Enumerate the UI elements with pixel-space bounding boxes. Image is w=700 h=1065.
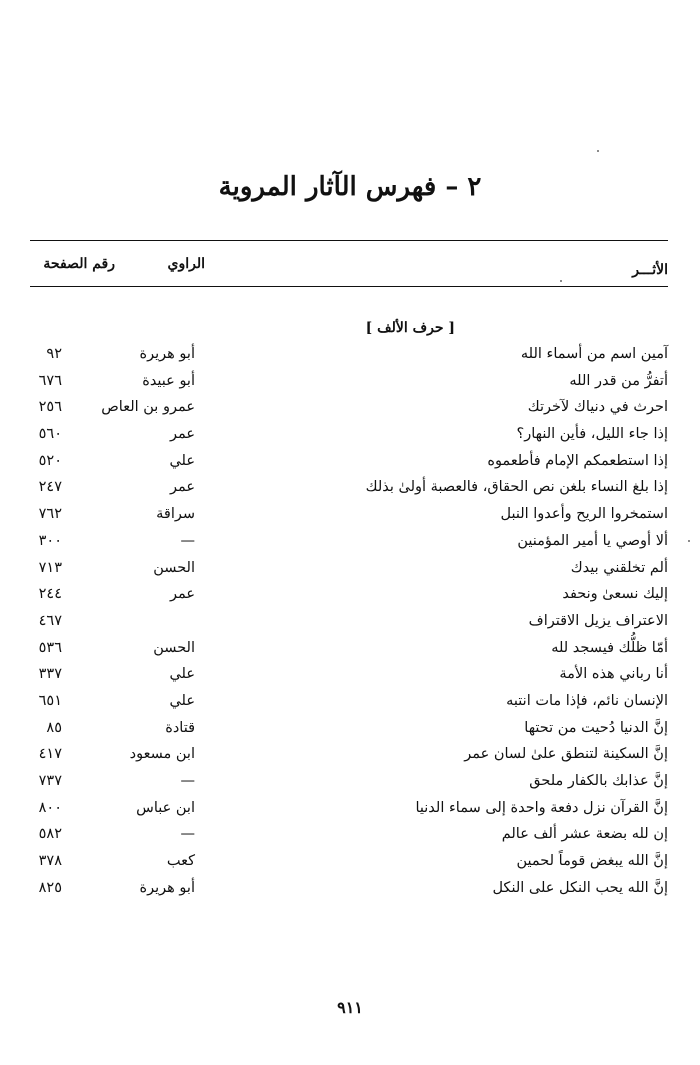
page-ref: ٣٣٧ [38,666,62,683]
page-ref: ٣٠٠ [38,532,62,549]
scan-speck [688,540,690,542]
athar-text: إنَّ القرآن نزل دفعة واحدة إلى سماء الدنيا [415,799,668,816]
narrator: سراقة [156,506,195,523]
page-ref: ٢٤٤ [38,586,62,603]
narrator: أبو عبيدة [142,372,195,389]
narrator: — [180,532,195,549]
athar-text: آمين اسم من أسماء الله [520,346,668,362]
athar-text: إذا جاء الليل، فأين النهار؟ [516,426,668,443]
athar-text: إن لله بضعة عشر ألف عالم [501,826,668,843]
page-ref: ٧٦٢ [38,506,62,523]
page-ref: ٢٥٦ [38,399,62,416]
athar-text: إذا استطعمكم الإمام فأطعموه [487,452,668,469]
scan-speck [560,280,562,282]
index-table [0,341,700,901]
athar-text: إليك نسعىٰ ونحفد [562,586,668,603]
header-athar: الأثـــر [632,262,668,278]
narrator: عمر [169,426,195,443]
narrator: — [180,773,195,789]
table-row [0,421,700,448]
table-row [0,768,700,795]
page-ref: ٦٥١ [38,692,62,709]
narrator: ابن عباس [136,799,195,816]
table-row [0,848,700,875]
table-row [0,581,700,608]
table-row [0,688,700,715]
page-ref: ٣٧٨ [38,853,62,870]
narrator: الحسن [153,639,195,656]
narrator: عمرو بن العاص [101,399,195,416]
table-row [0,608,700,635]
narrator: قتادة [165,719,195,736]
athar-text: ألم تخلقني بيدك [570,559,668,576]
narrator: عمر [169,586,195,603]
page-ref: ٨٥ [46,719,62,736]
narrator: عمر [169,479,195,496]
page-ref: ٢٤٧ [38,479,62,496]
athar-text: احرث في دنياك لآخرتك [527,399,668,416]
athar-text: ألا أوصي يا أمير المؤمنين [517,532,668,549]
table-row [0,661,700,688]
table-row [0,528,700,555]
page-ref: ٥٨٢ [38,826,62,843]
athar-text: إذا بلغ النساء بلغن نص الحقاق، فالعصبة أولىٰ بذلك [365,479,668,496]
section-label: [ حرف الألف ] [365,320,455,336]
page-number: ٩١١ [337,998,363,1017]
narrator: علي [169,692,195,709]
table-row [0,501,700,528]
table-row [0,715,700,742]
header-top-rule [30,240,668,241]
athar-text: استمخروا الريح وأعدوا النبل [500,506,668,523]
narrator: علي [169,666,195,683]
header-narrator: الراوي [167,256,205,272]
page-ref: ٧٣٧ [38,773,62,789]
page-ref: ٦٧٦ [38,372,62,389]
athar-text: إنَّ السكينة لتنطق علىٰ لسان عمر [464,746,668,763]
page-title: ٢ – فهرس الآثار المروية [218,172,482,202]
athar-text: أتفرُّ من قدر الله [569,372,668,389]
athar-text: أنا رباني هذه الأمة [559,666,668,683]
athar-text: إنَّ عذابك بالكفار ملحق [529,773,668,789]
athar-text: أمّا ظلُّك فيسجد لله [551,639,668,656]
athar-text: إنَّ الدنيا دُحيت من تحتها [524,719,668,736]
narrator: — [180,826,195,843]
page-ref: ٩٢ [46,346,62,362]
table-row [0,368,700,395]
table-row [0,474,700,501]
page-ref: ٨٢٥ [38,879,62,896]
narrator: الحسن [153,559,195,576]
narrator: أبو هريرة [139,346,195,362]
narrator: علي [169,452,195,469]
table-row [0,635,700,662]
athar-text: إنَّ الله يبغض قوماً لحمين [516,853,668,870]
narrator: أبو هريرة [139,879,195,896]
header-bottom-rule [30,286,668,287]
table-row [0,741,700,768]
page-ref: ٤٦٧ [38,612,62,629]
table-row [0,341,700,368]
page-ref: ٥٢٠ [38,452,62,469]
table-row [0,555,700,582]
athar-text: الاعتراف يزيل الاقتراف [528,612,668,629]
table-row [0,795,700,822]
page-ref: ٥٦٠ [38,426,62,443]
table-row [0,875,700,902]
narrator: ابن مسعود [129,746,195,763]
header-page-number: رقم الصفحة [43,256,115,272]
athar-text: إنَّ الله يحب النكل على النكل [492,879,668,896]
table-row [0,821,700,848]
scan-speck [597,150,599,152]
athar-text: الإنسان نائم، فإذا مات انتبه [506,692,668,709]
page-ref: ٥٣٦ [38,639,62,656]
table-row [0,448,700,475]
page-ref: ٧١٣ [38,559,62,576]
table-row [0,394,700,421]
narrator: كعب [166,853,195,870]
page-ref: ٤١٧ [38,746,62,763]
page-ref: ٨٠٠ [38,799,62,816]
